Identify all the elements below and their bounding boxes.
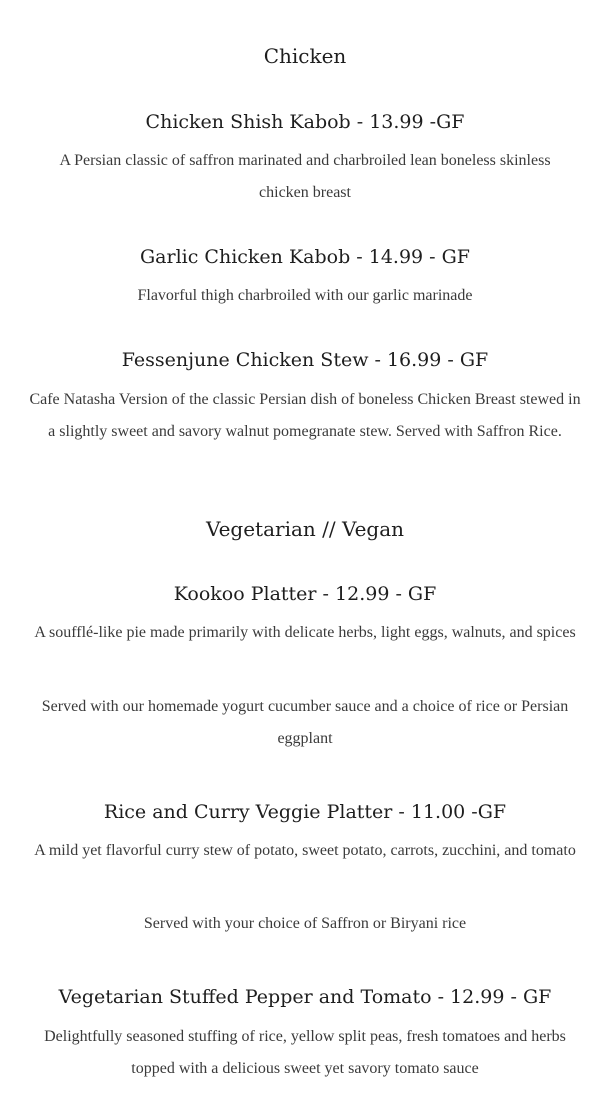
menu-item-description: A soufflé-like pie made primarily with delicate herbs, light eggs, walnuts, and spices [34, 624, 576, 641]
menu-item-title-rice-curry-veggie-platter: Rice and Curry Veggie Platter - 11.00 -GF [103, 801, 507, 823]
menu-item-title-garlic-chicken-kabob: Garlic Chicken Kabob - 14.99 - GF [140, 246, 470, 268]
menu-item-title-fessenjune-chicken-stew: Fessenjune Chicken Stew - 16.99 - GF [121, 349, 489, 371]
menu-item-serving-note: Served with our homemade yogurt cucumber sauce and a choice of rice or Persian eggplant [41, 698, 569, 747]
menu-item-serving-note: Served with your choice of Saffron or Biryani rice [143, 915, 467, 932]
menu-item-title-vegetarian-stuffed-pepper: Vegetarian Stuffed Pepper and Tomato - 12.99 - GF [58, 986, 552, 1008]
menu-item-title-chicken-shish-kabob: Chicken Shish Kabob - 13.99 -GF [145, 111, 465, 133]
menu-item-title-kookoo-platter: Kookoo Platter - 12.99 - GF [173, 583, 437, 605]
menu-item-description: Delightfully seasoned stuffing of rice, yellow split peas, fresh tomatoes and herbs topped with a delicious sweet yet savory tomato sauce [44, 1028, 566, 1077]
section-title-chicken: Chicken [263, 44, 347, 68]
menu-item-description: A Persian classic of saffron marinated and charbroiled lean boneless skinless chicken breast [59, 152, 551, 201]
menu-item-description: Flavorful thigh charbroiled with our garlic marinade [137, 287, 473, 304]
menu-item-description: A mild yet flavorful curry stew of potato, sweet potato, carrots, zucchini, and tomato [34, 842, 576, 859]
section-title-vegetarian-vegan: Vegetarian // Vegan [205, 517, 405, 541]
menu-item-description: Cafe Natasha Version of the classic Persian dish of boneless Chicken Breast stewed in a slightly sweet and savory walnut pomegranate stew. Served with Saffron Rice. [29, 391, 581, 440]
